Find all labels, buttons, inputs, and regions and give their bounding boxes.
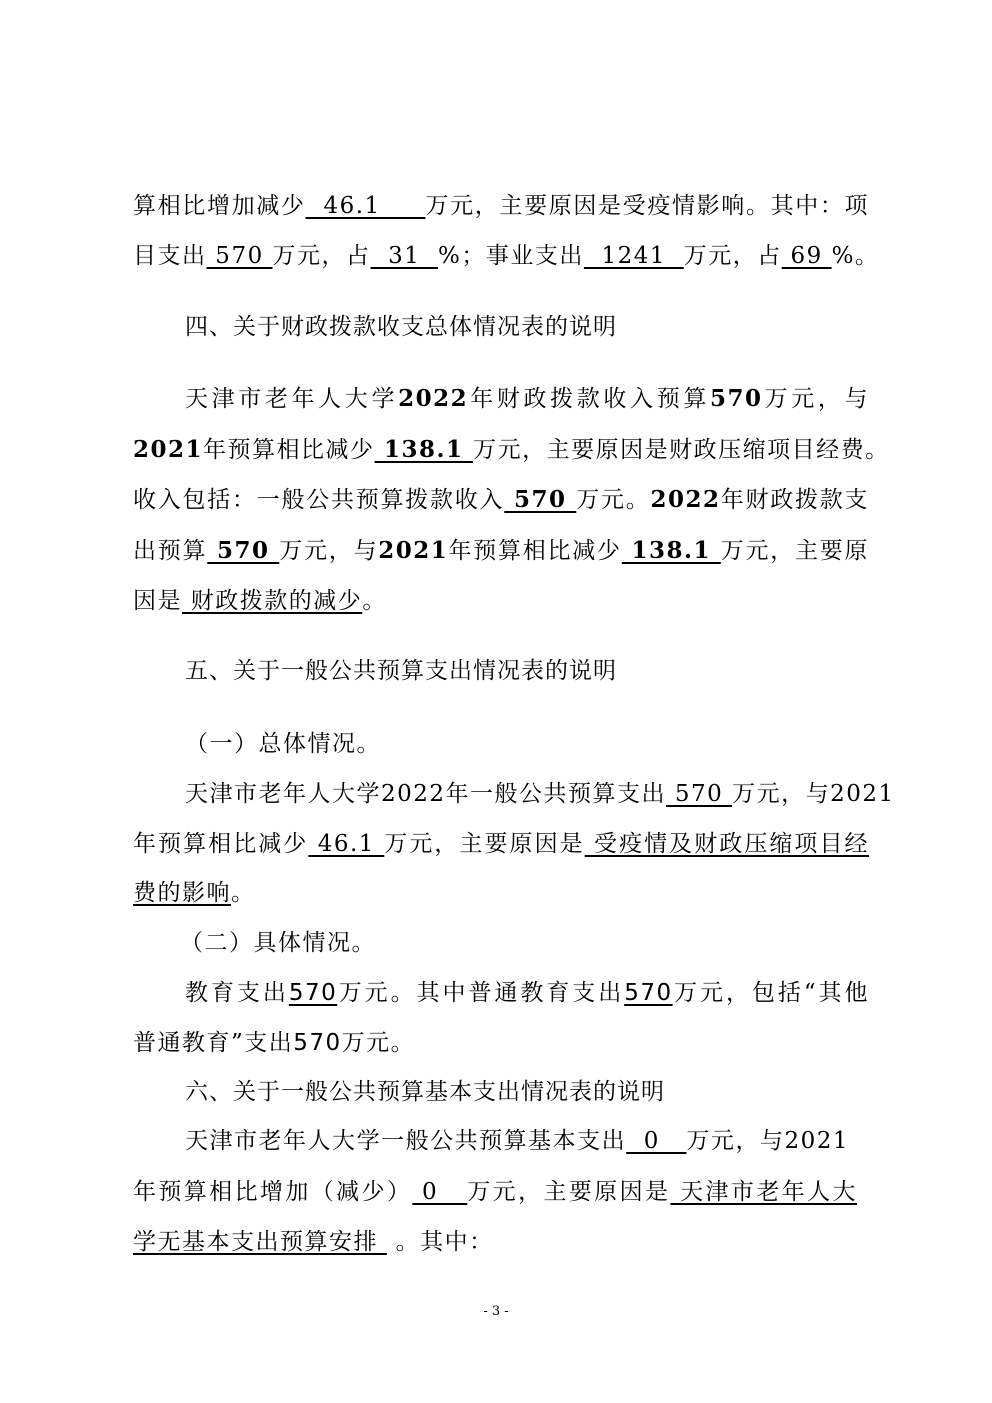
text: 年财政拨款收入预算 [468,386,710,412]
text-line [133,424,890,476]
text: %；事业支出 [438,243,584,269]
number: 2022 [650,486,721,513]
text: 万元。 [576,487,651,513]
underlined-value: 570 [288,980,338,1006]
text: 出预算 [133,538,208,564]
page-number: - 3 - [483,1304,509,1319]
text: 。 [362,588,387,614]
underlined-value: 学无基本支出预算安排 [133,1229,387,1255]
underlined-value: 46.1 [305,193,426,219]
text: 教育支出 [185,980,289,1006]
underlined-value: 69 [781,243,832,269]
underlined-value: 1241 [583,243,684,269]
text: 收入包括：一般公共预算拨款收入 [133,487,505,513]
underlined-value: 138.1 [374,436,474,463]
text-line [133,1216,869,1268]
text: 万元，主要原因是 [467,1179,671,1205]
section-heading: 六、关于一般公共预算基本支出情况表的说明 [185,1079,665,1105]
text: %。 [831,243,880,269]
text: 年预算相比减少 [448,538,622,564]
text: 天津市老年人大学2022年一般公共预算支出 [185,781,667,807]
underlined-value: 天津市老年人大 [670,1179,858,1205]
subsection-heading: （二）具体情况。 [180,930,376,956]
text-line [133,180,869,232]
text-line [185,1115,849,1167]
number: 570 [709,385,763,412]
underlined-value: 31 [370,243,439,269]
text: 年预算相比减少 [203,437,375,463]
text: 万元，主要原因是财政压缩项目经费。 [473,437,890,463]
text-line [133,525,869,577]
text-line [133,575,869,627]
text-line [133,818,869,870]
text: 年财政拨款支 [720,487,870,513]
number: 2021 [133,436,204,463]
underlined-value: 财政拨款的减少 [182,588,363,614]
section-heading: 五、关于一般公共预算支出情况表的说明 [185,658,617,684]
number: 2021 [378,537,449,564]
text: 万元。其中普通教育支出 [337,980,625,1006]
text-line [185,373,869,425]
text: 万元，占 [272,243,371,269]
text: 万元，与 [279,538,379,564]
underlined-value: 138.1 [621,537,721,564]
section-heading: 四、关于财政拨款收支总体情况表的说明 [185,314,617,340]
text: 天津市老年人大学一般公共预算基本支出 [185,1128,627,1154]
text-line [133,1166,857,1218]
text-line [133,867,869,919]
text: 万元，主要原因是受疫情影响。其中：项 [425,193,870,219]
text: 万元，与2021 [732,781,895,807]
text: 因是 [133,588,182,614]
underlined-value: 0 [626,1128,687,1154]
underlined-value: 570 [206,243,273,269]
underlined-value: 46.1 [308,831,385,857]
number: 570 [293,1030,342,1056]
text-line [185,768,895,820]
text: 年预算相比减少 [133,831,309,857]
text-line [133,1017,869,1069]
text: 目支出 [133,243,207,269]
underlined-value: 费的影响 [133,880,231,906]
text: 天津市老年人大学 [185,386,399,412]
text: 年预算相比增加（减少） [133,1179,413,1205]
underlined-value: 受疫情及财政压缩项目经 [584,831,870,857]
text: 。其中： [386,1229,494,1255]
text: 万元，占 [683,243,782,269]
text: 万元，主要原 [720,538,870,564]
underlined-value: 570 [624,980,673,1006]
underlined-value: 570 [207,537,280,564]
text: 。 [231,880,256,906]
text-line [133,230,880,282]
underlined-value: 0 [412,1179,468,1205]
text: 普通教育”支出 [133,1030,294,1056]
underlined-value: 570 [504,486,577,513]
text: 万元，主要原因是 [384,831,585,857]
text: 万元，与 [762,386,870,412]
text-line [133,474,869,526]
text: 万元，与2021 [686,1128,849,1154]
text-line [185,967,869,1019]
text: 万元。 [341,1030,416,1056]
number: 2022 [398,385,469,412]
text: 万元，包括“其他 [672,980,870,1006]
underlined-value: 570 [666,781,733,807]
text: 算相比增加减少 [133,193,306,219]
subsection-heading: （一）总体情况。 [185,731,381,757]
